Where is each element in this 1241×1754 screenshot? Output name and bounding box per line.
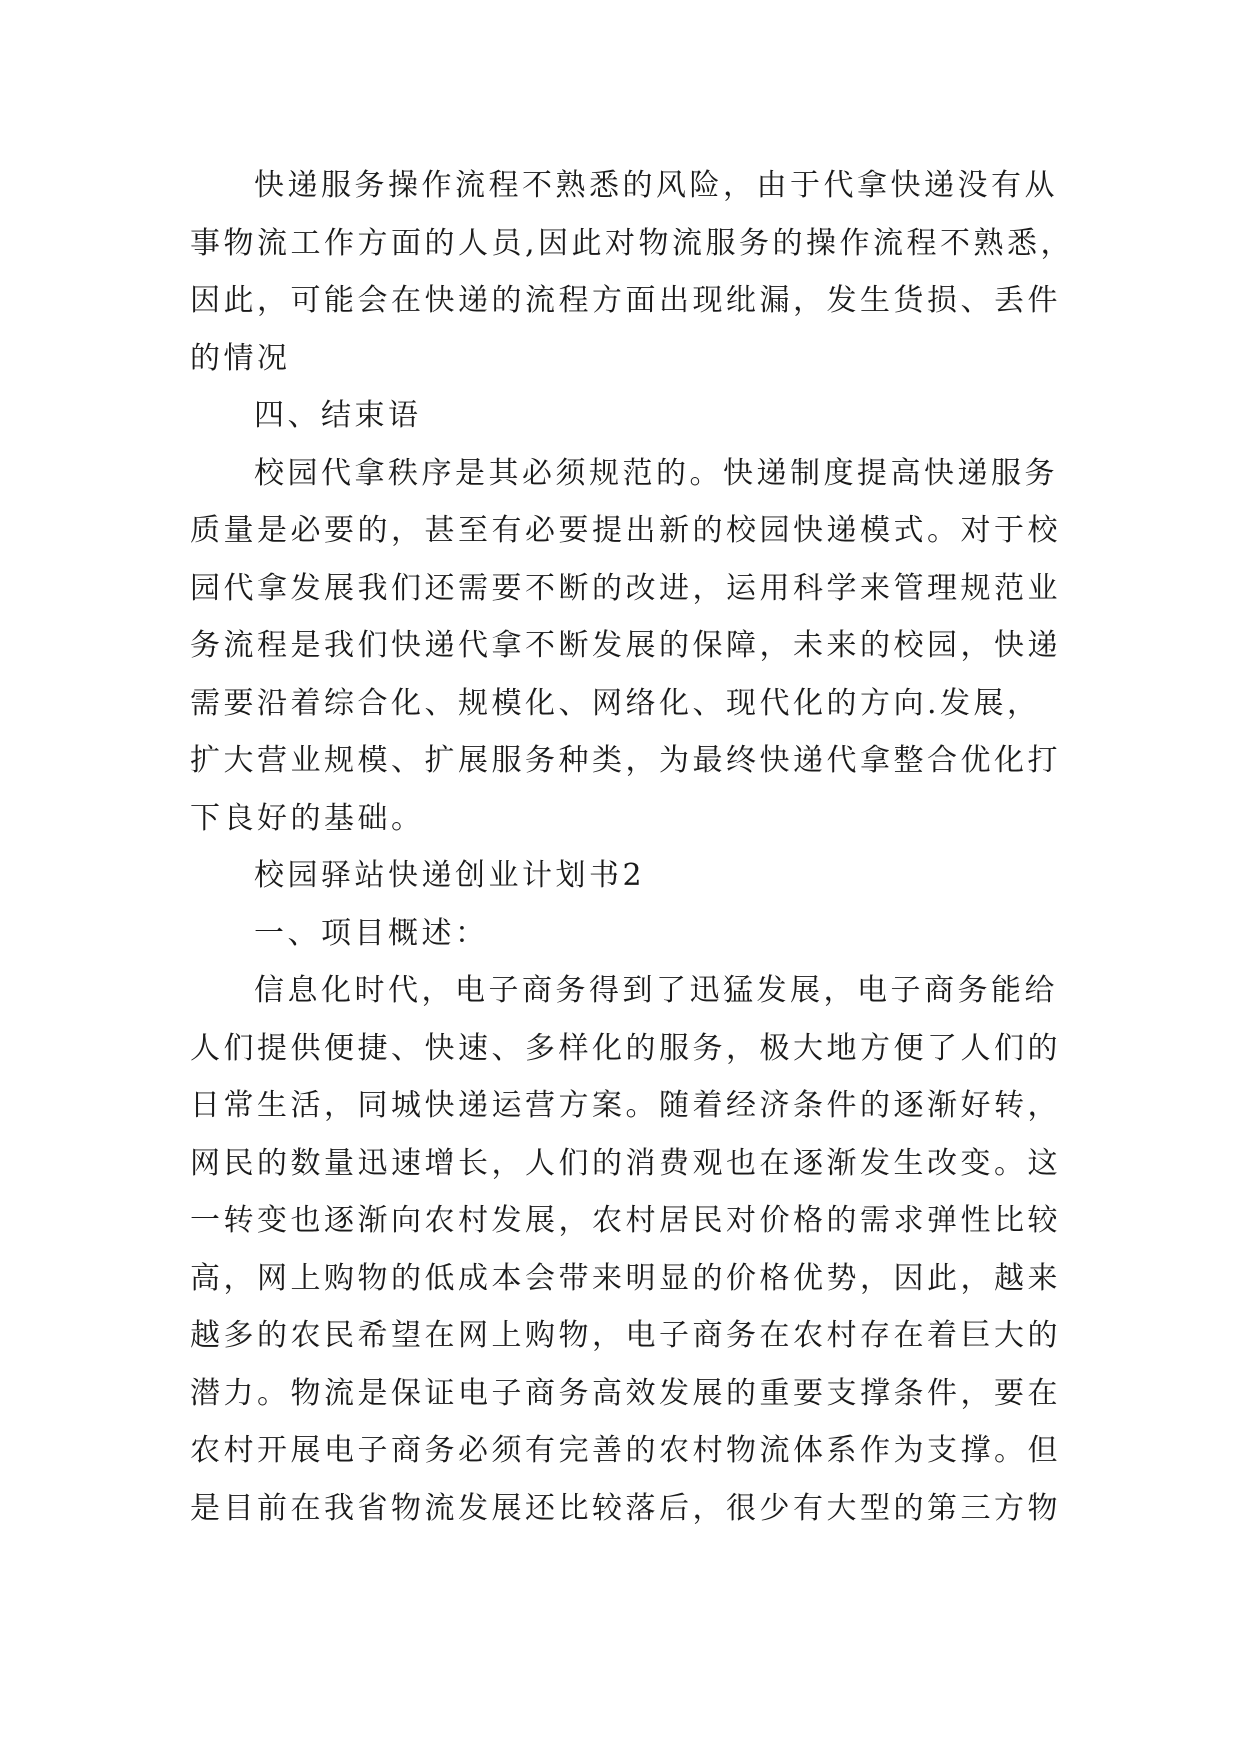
text-line: 潜力。物流是保证电子商务高效发展的重要支撑条件，要在	[190, 1375, 1061, 1411]
text-line: 因此，可能会在快递的流程方面出现纰漏，发生货损、丢件	[190, 283, 1061, 318]
text-line: 四、结束语	[254, 398, 422, 433]
document-body	[190, 157, 1075, 1537]
text-line: 的情况	[190, 340, 291, 376]
text-line: 一、项目概述：	[254, 915, 489, 951]
text-line: 下良好的基础。	[190, 800, 425, 836]
text-line: 扩大营业规模、扩展服务种类，为最终快递代拿整合优化打	[190, 743, 1061, 778]
text-line: 快递服务操作流程不熟悉的风险，由于代拿快递没有从	[254, 168, 1058, 203]
text-line: 务流程是我们快递代拿不断发展的保障，未来的校园，快递	[190, 628, 1061, 663]
text-line: 农村开展电子商务必须有完善的农村物流体系作为支撑。但	[190, 1433, 1061, 1468]
text-line: 高，网上购物的低成本会带来明显的价格优势，因此，越来	[190, 1260, 1061, 1296]
text-line: 质量是必要的，甚至有必要提出新的校园快递模式。对于校	[190, 513, 1061, 548]
text-line: 越多的农民希望在网上购物，电子商务在农村存在着巨大的	[190, 1318, 1061, 1353]
text-line: 一转变也逐渐向农村发展，农村居民对价格的需求弹性比较	[190, 1203, 1061, 1238]
text-line: 需要沿着综合化、规模化、网络化、现代化的方向.发展，	[190, 685, 1041, 721]
text-line: 人们提供便捷、快速、多样化的服务，极大地方便了人们的	[190, 1030, 1061, 1066]
text-line: 事物流工作方面的人员,因此对物流服务的操作流程不熟悉，	[190, 225, 1075, 261]
text-line: 园代拿发展我们还需要不断的改进，运用科学来管理规范业	[190, 570, 1061, 606]
text-line: 网民的数量迅速增长，人们的消费观也在逐渐发生改变。这	[190, 1145, 1061, 1181]
text-line: 日常生活，同城快递运营方案。随着经济条件的逐渐好转，	[190, 1088, 1061, 1123]
text-line: 校园代拿秩序是其必须规范的。快递制度提高快递服务	[254, 455, 1058, 491]
text-line: 是目前在我省物流发展还比较落后，很少有大型的第三方物	[190, 1490, 1061, 1526]
text-line: 信息化时代，电子商务得到了迅猛发展，电子商务能给	[254, 973, 1058, 1008]
text-line: 校园驿站快递创业计划书2	[254, 858, 646, 893]
